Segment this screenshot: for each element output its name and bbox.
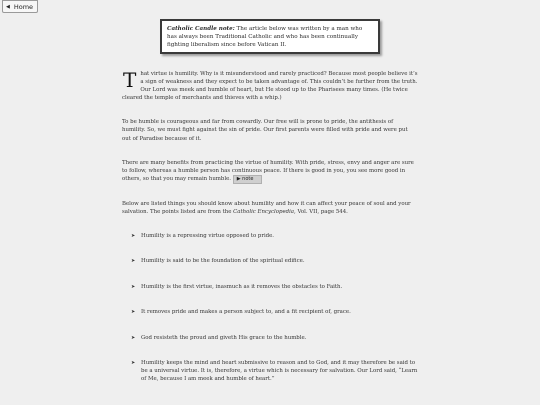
list-item-text: Humility is a repressing virtue opposed to pride. xyxy=(141,233,275,240)
bullet-arrow-icon: ➤ xyxy=(131,334,136,341)
list-item-text: Humility is the first virtue, inasmuch as it removes the obstacles to Faith. xyxy=(141,283,343,290)
note-text: The article below was written by a man who has always been Traditional Catholic and who has been continually fighting liberalism since before Vatican II. xyxy=(167,26,363,48)
back-arrow-icon: ◀ xyxy=(6,3,10,10)
home-button-label: Home xyxy=(13,2,34,11)
editor-note-box xyxy=(160,19,380,54)
paragraph-4 xyxy=(122,200,418,216)
bullet-arrow-icon: ➤ xyxy=(131,233,136,240)
article-body xyxy=(122,70,418,401)
paragraph-4-text-a: Below are listed things you should know about humility and how it can affect your peace of soul and your salvation. The points listed are from the xyxy=(122,200,411,215)
encyclopedia-title: Catholic Encyclopedia xyxy=(233,208,295,215)
paragraph-3-text: There are many benefits from practicing the virtue of humility. With pride, stress, envy and anger are sure to follow, whereas a humble person has continuous peace. If there is good in you, you see more good in others, so that you may remain humble. xyxy=(122,159,414,182)
paragraph-3 xyxy=(122,159,418,184)
paragraph-1-text: hat virtue is humility. Why is it misunderstood and rarely practiced? Because most people believe it’s a sign of weakness and they expect to be taken advantage of. This couldn’t be further from the truth. Our Lord was meek and humble of heart, but He stood up to the Pharisees many times. (He twice cleared the temple of merchants and thieves with a whip.) xyxy=(122,71,418,102)
list-item xyxy=(122,308,418,316)
list-item-text: It removes pride and makes a person subject to, and a fit recipient of, grace. xyxy=(141,309,351,316)
list-item xyxy=(122,232,418,240)
drop-cap: T xyxy=(123,68,137,92)
list-item xyxy=(122,334,418,342)
bullet-arrow-icon: ➤ xyxy=(131,283,136,290)
list-item-text: Humility is said to be the foundation of the spiritual edifice. xyxy=(141,258,305,265)
footnote-button[interactable] xyxy=(233,175,263,184)
paragraph-1 xyxy=(122,70,418,102)
bullet-arrow-icon: ➤ xyxy=(131,309,136,316)
bullet-arrow-icon: ➤ xyxy=(131,258,136,265)
footnote-label: note xyxy=(242,175,254,182)
play-icon: ▶ xyxy=(236,175,243,182)
paragraph-4-text-b: , Vol. VII, page 544. xyxy=(294,208,348,215)
paragraph-2: To be humble is courageous and far from cowardly. Our free will is prone to pride, the antithesis of humility. So, we must fight against the sin of pride. Our first parents were filled with pride and were put out of Paradise because of it. xyxy=(122,119,408,142)
list-item xyxy=(122,359,418,383)
bullet-arrow-icon: ➤ xyxy=(131,359,136,366)
humility-points-list xyxy=(122,232,418,383)
list-item xyxy=(122,283,418,291)
list-item-text: God resisteth the proud and giveth His grace to the humble. xyxy=(141,334,307,341)
note-label: Catholic Candle note: xyxy=(167,26,235,32)
home-button[interactable] xyxy=(2,0,38,13)
list-item-text: Humility keeps the mind and heart submissive to reason and to God, and it may therefore be said to be a universal virtue. It is, therefore, a virtue which is necessary for salvation. Our Lord said, “Learn of Me, because I am meek and humble of heart.” xyxy=(141,359,418,383)
list-item xyxy=(122,257,418,265)
